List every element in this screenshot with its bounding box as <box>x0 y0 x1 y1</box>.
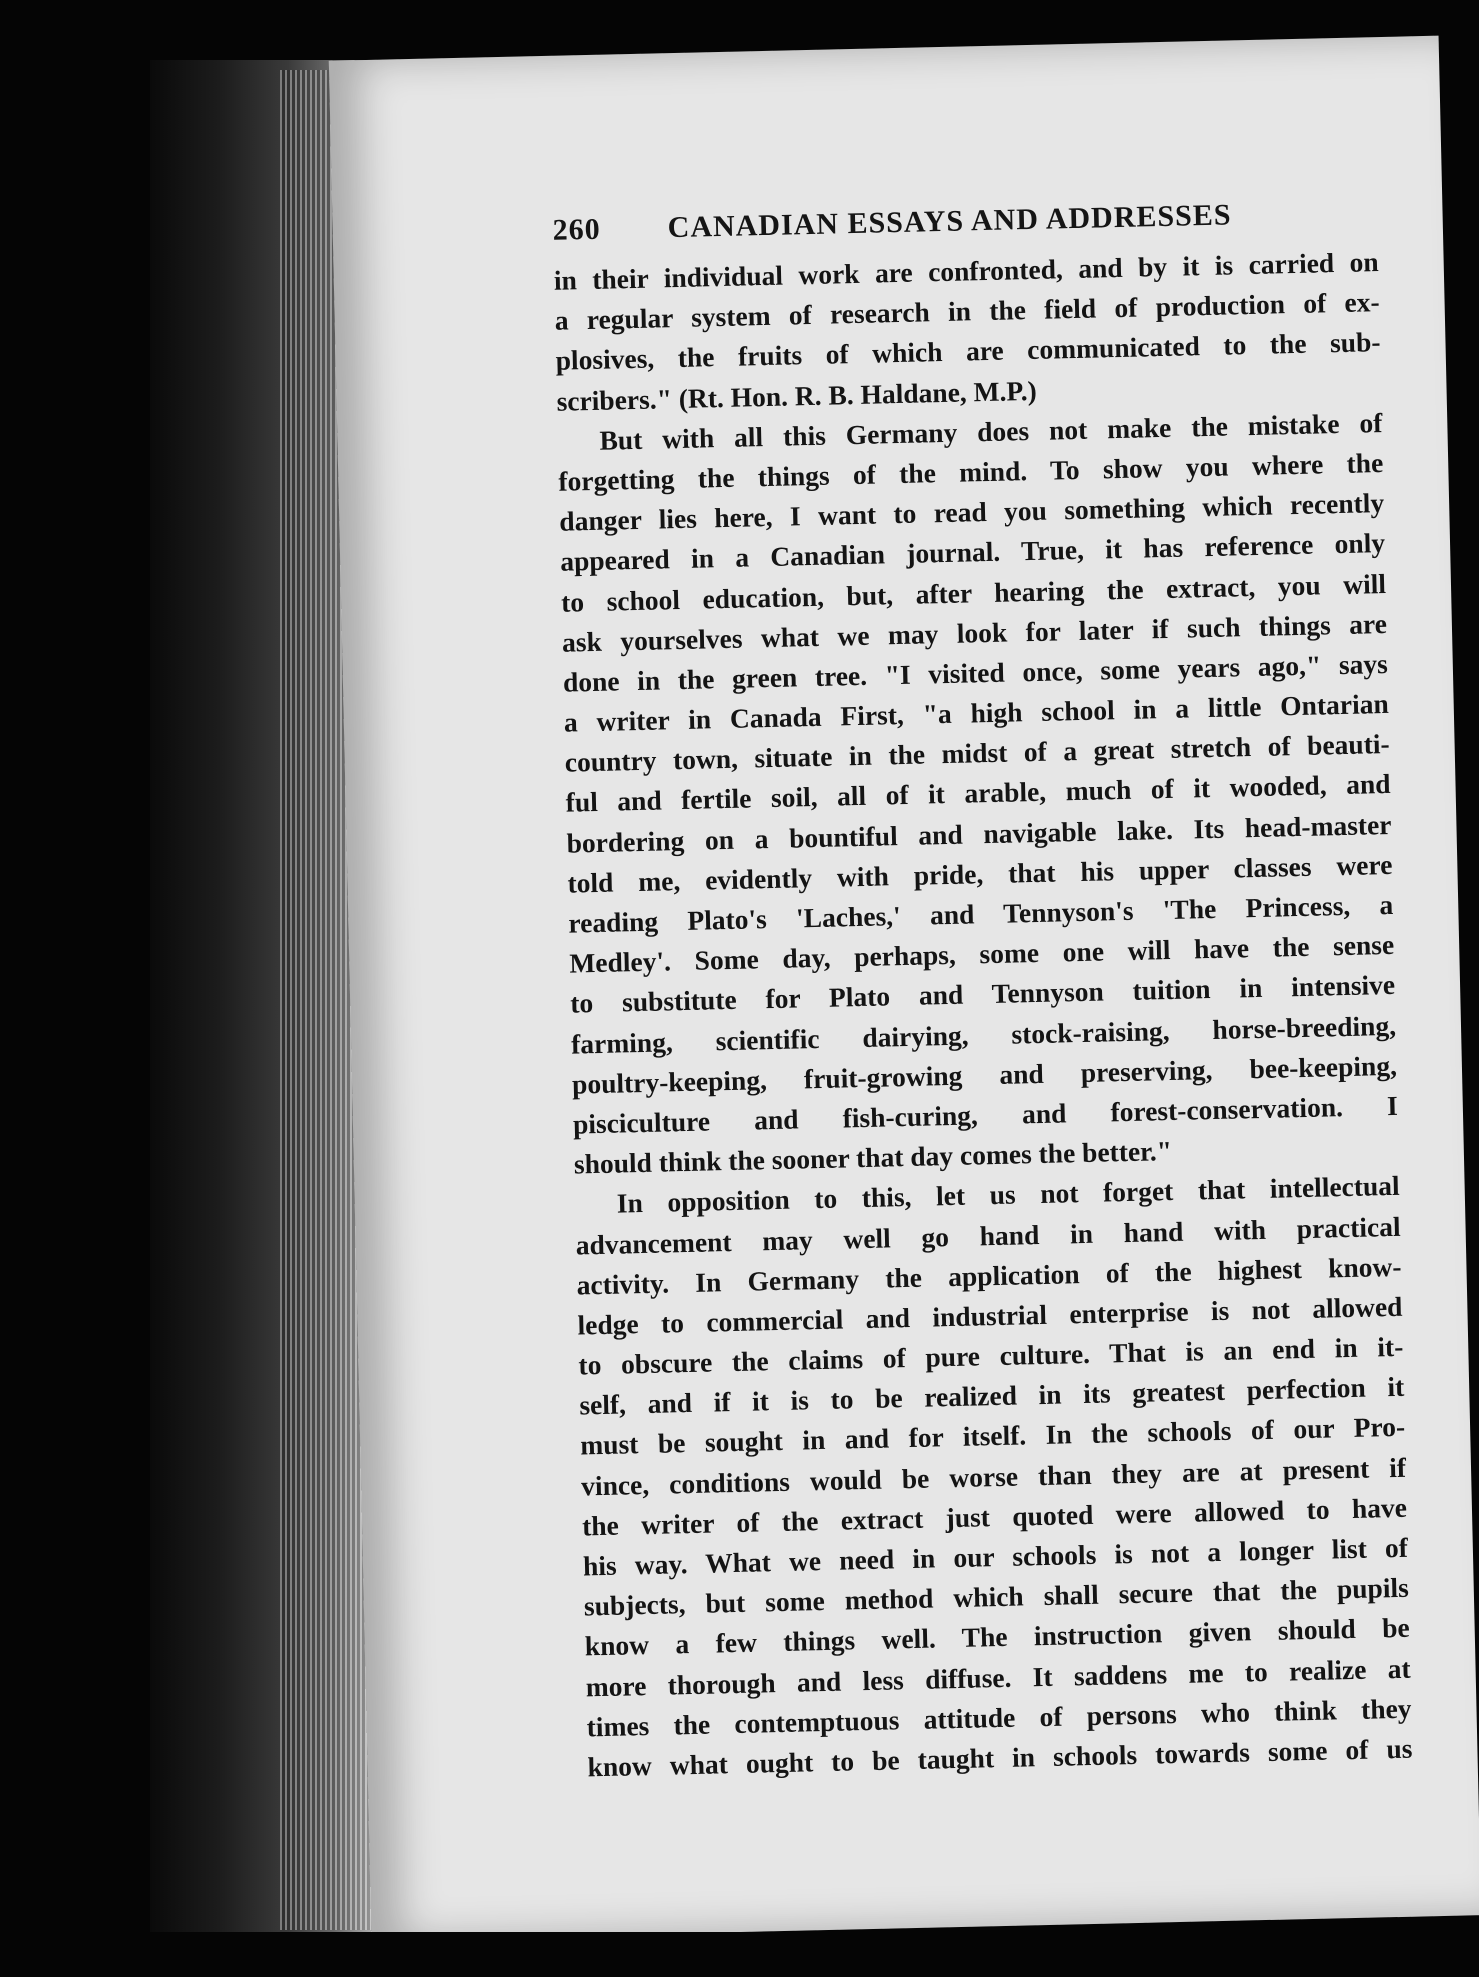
text-line: ledge to commercial and industrial enterprise is not allowed <box>577 1290 1403 1341</box>
page-body <box>553 242 1412 1787</box>
text-line: farming, scientific dairying, stock-raising, horse-breeding, <box>570 1009 1397 1060</box>
text-line: poultry-keeping, fruit-growing and preserving, bee-keeping, <box>571 1049 1398 1100</box>
text-line: know what ought to be taught in schools towards some of us <box>587 1732 1413 1783</box>
text-line: done in the green tree. "I visited once, some years ago," says <box>562 647 1389 698</box>
text-line: pisciculture and fish-curing, and forest-conservation. I <box>572 1089 1399 1140</box>
text-line: scribers." (Rt. Hon. R. B. Haldane, M.P.) <box>556 374 1038 417</box>
text-line: a writer in Canada First, "a high school in a little Ontarian <box>563 688 1390 738</box>
text-line: his way. What we need in our schools is not a longer list of <box>582 1531 1409 1582</box>
page-number: 260 <box>552 212 602 247</box>
text-line: Medley'. Some day, perhaps, some one will have the sense <box>569 929 1395 979</box>
text-line: told me, evidently with pride, that his upper classes were <box>567 848 1393 899</box>
text-line: should think the sooner that day comes the better." <box>573 1135 1173 1180</box>
text-line: to obscure the claims of pure culture. That is an end in it- <box>578 1330 1404 1381</box>
text-line: danger lies here, I want to read you something which recently <box>558 487 1385 537</box>
text-line: advancement may well go hand in hand with practical <box>575 1210 1401 1261</box>
running-title: CANADIAN ESSAYS AND ADDRESSES <box>667 198 1232 245</box>
text-line: ful and fertile soil, all of it arable, much of it wooded, and <box>565 768 1391 819</box>
text-line: to school education, but, after hearing the extract, you will <box>560 567 1387 618</box>
text-line: know a few things well. The instruction given should be <box>584 1612 1410 1662</box>
text-line: the writer of the extract just quoted were allowed to have <box>581 1491 1408 1542</box>
text-line: a regular system of research in the field of production of ex- <box>554 286 1380 336</box>
text-line: In opposition to this, let us not forget that intellectual <box>616 1170 1400 1219</box>
scan-background-bottom <box>0 1932 1479 1977</box>
text-line: appeared in a Canadian journal. True, it has reference only <box>559 527 1386 578</box>
text-line: to substitute for Plato and Tennyson tuition in intensive <box>569 969 1396 1019</box>
running-header <box>552 195 1373 248</box>
book-page <box>329 36 1479 1941</box>
text-line: forgetting the things of the mind. To show you where the <box>558 446 1384 497</box>
text-line: ask yourselves what we may look for later if such things are <box>561 607 1388 658</box>
text-line: activity. In Germany the application of the highest know- <box>576 1250 1402 1301</box>
text-line: country town, situate in the midst of a great stretch of beauti- <box>564 728 1390 778</box>
text-line: But with all this Germany does not make the mistake of <box>599 406 1383 456</box>
text-line: vince, conditions would be worse than they are at present if <box>580 1451 1407 1502</box>
text-line: bordering on a bountiful and navigable lake. Its head-master <box>566 808 1392 859</box>
text-line: more thorough and less diffuse. It saddens me to realize at <box>585 1652 1411 1702</box>
text-line: subjects, but some method which shall secure that the pupils <box>583 1571 1410 1622</box>
text-line: plosives, the fruits of which are communicated to the sub- <box>555 326 1381 377</box>
text-line: must be sought in and for itself. In the schools of our Pro- <box>579 1411 1406 1461</box>
text-line: reading Plato's 'Laches,' and Tennyson's 'The Princess, a <box>568 888 1394 939</box>
text-line: in their individual work are confronted, and by it is carried on <box>553 246 1379 296</box>
text-line: times the contemptuous attitude of persons who think they <box>586 1692 1412 1743</box>
text-line: self, and if it is to be realized in its greatest perfection it <box>579 1371 1405 1421</box>
